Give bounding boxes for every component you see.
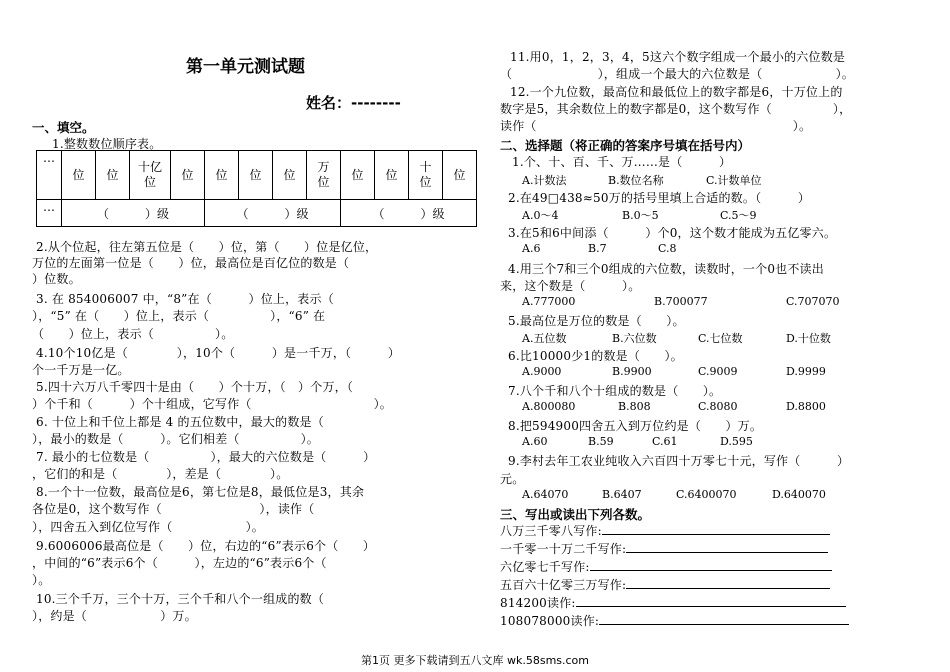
choice-question: 元。	[500, 472, 525, 486]
option: B.6407	[602, 488, 642, 501]
write-item-label: 五百六十亿零三万写作:	[500, 578, 627, 592]
question-line: 万位的左面第一位是（ ）位，最高位是百亿位的数是（	[32, 256, 350, 270]
question-line: 5.四十六万八千零四十是由（ ）个十万，（ ）个万，（	[36, 380, 354, 394]
choice-question: 6.比10000少1的数是（ ）。	[508, 349, 683, 363]
choice-question: 来，这个数是（ ）。	[500, 279, 641, 293]
question-line: 10.三个千万，三个十万，三个千和八个一组成的数（	[36, 592, 325, 606]
write-item-label: 814200读作:	[500, 596, 576, 610]
page-footer: 第1页 更多下载请到五八文库 wk.58sms.com	[360, 654, 590, 667]
option: A.60	[522, 435, 548, 448]
option: C.6400070	[676, 488, 737, 501]
answer-blank[interactable]	[576, 595, 846, 607]
question-line: 11.用0，1，2，3，4，5这六个数字组成一个最小的六位数是	[510, 50, 846, 64]
option: B.59	[588, 435, 614, 448]
question-line: 12.一个九位数，最高位和最低位上的数字都是6，十万位上的	[510, 85, 843, 99]
table-cell: 位	[239, 151, 273, 200]
option: B.数位名称	[608, 174, 664, 187]
answer-blank[interactable]	[590, 559, 832, 571]
table-cell: 位	[171, 151, 205, 200]
write-item-label: 六亿零七千写作:	[500, 560, 590, 574]
option: D.9999	[786, 365, 826, 378]
choice-options	[522, 488, 826, 501]
page-title: 第一单元测试题	[186, 57, 305, 77]
choice-question: 3.在5和6中间添（ ）个0，这个数才能成为五亿零六。	[508, 226, 837, 240]
option: C.计数单位	[706, 174, 762, 187]
option: A.0～4	[522, 209, 559, 222]
option: B.9900	[612, 365, 652, 378]
table-cell: …	[37, 151, 62, 200]
choice-options	[522, 365, 826, 378]
question-line: （ ），组成一个最大的六位数是（ ）。	[500, 67, 855, 81]
write-item-label: 一千零一十万二千写作:	[500, 542, 627, 556]
question-line: 6. 十位上和千位上都是 4 的五位数中，最大的数是（	[36, 415, 324, 429]
table-cell: …	[37, 200, 62, 227]
option: A.777000	[522, 295, 576, 308]
choice-question: 7.八个千和八个十组成的数是（ ）。	[508, 384, 722, 398]
option: A.64070	[522, 488, 569, 501]
option: C.8080	[698, 400, 738, 413]
choice-options	[522, 242, 677, 255]
section3-heading: 三、写出或读出下列各数。	[500, 507, 651, 522]
option: B.808	[618, 400, 651, 413]
table-cell: 十亿 位	[130, 151, 171, 200]
choice-question: 2.在49□438≈50万的括号里填上合适的数。（ ）	[508, 191, 811, 205]
write-item	[500, 558, 832, 575]
place-value-table	[36, 150, 477, 227]
question-line: ）个千和（ ）个十组成，它写作（ ）。	[32, 397, 393, 411]
question-line: ），四舍五入到亿位写作（ ）。	[32, 520, 265, 534]
question-line: 8.一个十一位数，最高位是6，第七位是8，最低位是3，其余	[36, 485, 365, 499]
table-cell: 位	[341, 151, 375, 200]
choice-options	[522, 435, 753, 448]
question-line: 个一千万是一亿。	[32, 363, 130, 377]
question-line: 9.6006006最高位是（ ）位，右边的“6”表示6个（ ）	[36, 539, 376, 553]
choice-question: 5.最高位是万位的数是（ ）。	[508, 314, 685, 328]
answer-blank[interactable]	[602, 523, 830, 535]
option: D.8800	[786, 400, 826, 413]
write-item	[500, 540, 828, 557]
answer-blank[interactable]	[626, 577, 830, 589]
option: C.七位数	[698, 332, 743, 345]
table-cell: （ ）级	[341, 200, 477, 227]
question-line: ），约是（ ）万。	[32, 609, 197, 623]
question-line: ）。	[32, 573, 51, 587]
write-item	[500, 594, 846, 611]
write-item	[500, 612, 849, 629]
choice-options	[522, 207, 757, 223]
option: C.9009	[698, 365, 738, 378]
table-cell: 十 位	[409, 151, 443, 200]
table-cell: 位	[96, 151, 130, 200]
option: A.800080	[522, 400, 576, 413]
table-cell: （ ）级	[62, 200, 205, 227]
table-cell: 万 位	[307, 151, 341, 200]
question-line: （ ）位上，表示（ ）。	[32, 327, 234, 341]
question-line: 3. 在 854006007 中，“8”在（ ）位上，表示（	[36, 292, 334, 306]
question-line: 4.10个10亿是（ ），10个（ ）是一千万，（ ）	[36, 346, 401, 360]
write-item-label: 108078000读作:	[500, 614, 600, 628]
question-1: 1.整数数位顺序表。	[52, 137, 162, 151]
write-item	[500, 522, 830, 539]
section1-heading: 一、填空。	[32, 120, 95, 135]
choice-question: 8.把594900四舍五入到万位约是（ ）万。	[508, 419, 763, 433]
table-cell: 位	[273, 151, 307, 200]
write-item-label: 八万三千零八写作:	[500, 524, 602, 538]
question-line: 读作（ ）。	[500, 119, 812, 133]
choice-question: 9.李村去年工农业纯收入六百四十万零七十元，写作（ ）	[508, 454, 850, 468]
option: B.700077	[654, 295, 708, 308]
option: B.0～5	[622, 209, 659, 222]
choice-options	[522, 295, 840, 308]
question-line: ），最小的数是（ ）。它们相差（ ）。	[32, 432, 320, 446]
option: C.707070	[786, 295, 840, 308]
question-line: ，它们的和是（ ），差是（ ）。	[32, 467, 289, 481]
name-field-label: 姓名：--------	[306, 94, 401, 112]
option: A.计数法	[522, 174, 567, 187]
section2-heading: 二、选择题（将正确的答案序号填在括号内）	[500, 138, 751, 153]
option: A.6	[522, 242, 541, 255]
question-line: 数字是5，其余数位上的数字都是0，这个数写作（ ），	[500, 102, 852, 116]
question-line: ）位数。	[32, 272, 81, 286]
question-line: 各位是0，这个数写作（ ），读作（	[32, 502, 364, 516]
option: B.六位数	[612, 332, 657, 345]
write-item	[500, 576, 830, 593]
table-cell: 位	[443, 151, 477, 200]
option: D.640070	[772, 488, 826, 501]
option: C.5～9	[720, 209, 757, 222]
choice-options	[522, 172, 762, 188]
answer-blank[interactable]	[599, 613, 849, 625]
choice-options	[522, 330, 831, 346]
question-line: 2.从个位起，往左第五位是（ ）位，第（ ）位是亿位，	[36, 240, 378, 254]
table-cell: 位	[62, 151, 96, 200]
option: C.61	[652, 435, 678, 448]
option: A.五位数	[522, 332, 567, 345]
option: B.7	[588, 242, 607, 255]
choice-question: 1.个、十、百、千、万……是（ ）	[512, 155, 732, 169]
answer-blank[interactable]	[626, 541, 828, 553]
table-cell: 位	[375, 151, 409, 200]
question-line: 7. 最小的七位数是（ ），最大的六位数是（ ）	[36, 450, 376, 464]
choice-question: 4.用三个7和三个0组成的六位数，读数时，一个0也不读出	[508, 262, 824, 276]
table-cell: 位	[205, 151, 239, 200]
option: C.8	[658, 242, 677, 255]
option: D.595	[720, 435, 753, 448]
question-line: ），“5” 在（ ）位上，表示（ ），“6” 在	[32, 309, 326, 323]
table-cell: （ ）级	[205, 200, 341, 227]
question-line: ，中间的“6”表示6个（ ），左边的“6”表示6个（	[32, 556, 327, 570]
option: D.十位数	[786, 332, 831, 345]
choice-options	[522, 400, 826, 413]
option: A.9000	[522, 365, 562, 378]
